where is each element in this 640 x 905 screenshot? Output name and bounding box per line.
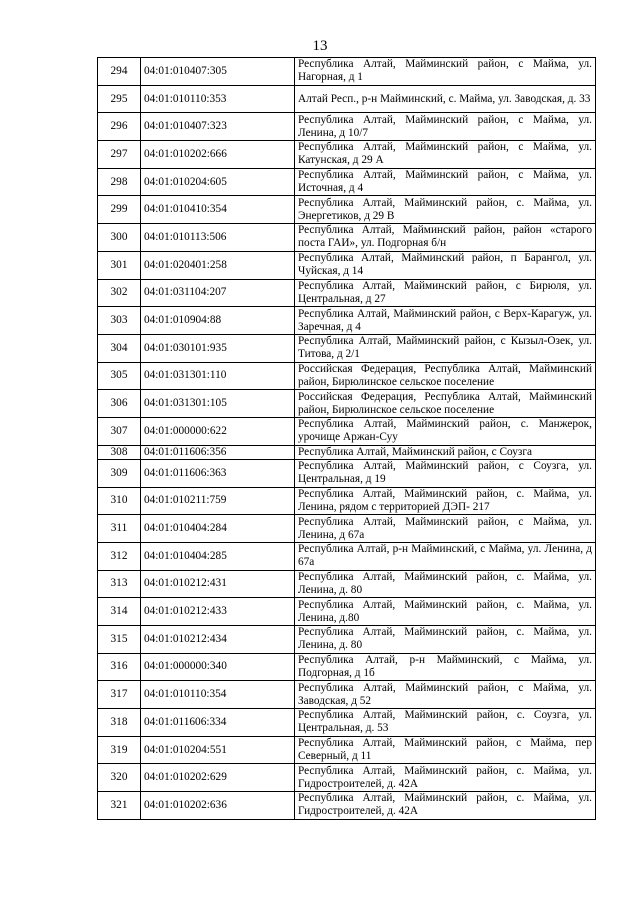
table-row [98,307,596,335]
table-row [98,736,596,764]
table-row [98,224,596,252]
address-cell: Республика Алтай, Майминский район, с. Манжерок, урочище Аржан-Суу [295,417,596,445]
table-row [98,653,596,681]
row-number-cell: 297 [98,141,141,169]
table-row [98,334,596,362]
row-number-cell: 309 [98,459,141,487]
row-number-cell: 321 [98,792,141,820]
address-cell: Республика Алтай, Майминский район, с Соузга, ул. Центральная, д 19 [295,459,596,487]
cadastral-number-cell: 04:01:010202:666 [141,141,295,169]
table-row [98,792,596,820]
row-number-cell: 296 [98,113,141,141]
table-row [98,709,596,737]
address-cell: Российская Федерация, Республика Алтай, Майминский район, Бирюлинское сельское поселение [295,362,596,390]
address-cell: Республика Алтай, Майминский район, с. Майма, ул. Ленина, д.80 [295,598,596,626]
row-number-cell: 320 [98,764,141,792]
table-row [98,515,596,543]
address-cell: Республика Алтай, Майминский район, с Майма, ул. Источная, д 4 [295,168,596,196]
row-number-cell: 317 [98,681,141,709]
address-cell: Республика Алтай, Майминский район, с Майма, ул. Ленина, д 67а [295,515,596,543]
address-cell: Республика Алтай, Майминский район, с. Майма, ул. Гидростроителей, д. 42А [295,764,596,792]
row-number-cell: 301 [98,251,141,279]
address-cell: Российская Федерация, Республика Алтай, Майминский район, Бирюлинское сельское поселение [295,390,596,418]
row-number-cell: 318 [98,709,141,737]
address-cell: Республика Алтай, Майминский район, с Майма, ул. Ленина, д 10/7 [295,113,596,141]
address-cell: Республика Алтай, Майминский район, с Майма, пер Северный, д 11 [295,736,596,764]
cadastral-number-cell: 04:01:011606:334 [141,709,295,737]
address-cell: Республика Алтай, Майминский район, с Соузга [295,445,596,459]
address-cell: Республика Алтай, Майминский район, с Верх-Карагуж, ул. Заречная, д 4 [295,307,596,335]
row-number-cell: 305 [98,362,141,390]
cadastral-number-cell: 04:01:010404:285 [141,542,295,570]
row-number-cell: 306 [98,390,141,418]
cadastral-number-cell: 04:01:010407:305 [141,58,295,86]
cadastral-registry-table [97,57,596,820]
row-number-cell: 311 [98,515,141,543]
address-cell: Республика Алтай, р-н Майминский, с Майма, ул. Подгорная, д 1б [295,653,596,681]
address-cell: Республика Алтай, Майминский район, с. Майма, ул. Энергетиков, д 29 В [295,196,596,224]
table-row [98,279,596,307]
cadastral-number-cell: 04:01:010212:431 [141,570,295,598]
row-number-cell: 313 [98,570,141,598]
row-number-cell: 319 [98,736,141,764]
cadastral-number-cell: 04:01:010407:323 [141,113,295,141]
address-cell: Республика Алтай, Майминский район, с. Майма, ул. Ленина, д. 80 [295,570,596,598]
table-row [98,625,596,653]
cadastral-number-cell: 04:01:000000:622 [141,417,295,445]
table-row [98,390,596,418]
row-number-cell: 316 [98,653,141,681]
table-row [98,459,596,487]
address-cell: Республика Алтай, Майминский район, с Майма, ул. Заводская, д 52 [295,681,596,709]
row-number-cell: 294 [98,58,141,86]
table-row [98,113,596,141]
row-number-cell: 303 [98,307,141,335]
cadastral-number-cell: 04:01:010410:354 [141,196,295,224]
cadastral-number-cell: 04:01:010211:759 [141,487,295,515]
table-row [98,141,596,169]
table-row [98,196,596,224]
table-row [98,445,596,459]
table-row [98,681,596,709]
table-row [98,85,596,113]
row-number-cell: 307 [98,417,141,445]
table-row [98,251,596,279]
address-cell: Республика Алтай, Майминский район, с Бирюля, ул. Центральная, д 27 [295,279,596,307]
table-row [98,362,596,390]
row-number-cell: 308 [98,445,141,459]
table-row [98,764,596,792]
cadastral-number-cell: 04:01:031301:105 [141,390,295,418]
registry-body [98,58,596,820]
cadastral-number-cell: 04:01:010212:433 [141,598,295,626]
address-cell: Республика Алтай, Майминский район, п Барангол, ул. Чуйская, д 14 [295,251,596,279]
address-cell: Республика Алтай, Майминский район, с. Майма, ул. Ленина, д. 80 [295,625,596,653]
address-cell: Республика Алтай, Майминский район, с Майма, ул. Катунская, д 29 А [295,141,596,169]
cadastral-number-cell: 04:01:010110:354 [141,681,295,709]
table-row [98,417,596,445]
cadastral-number-cell: 04:01:010212:434 [141,625,295,653]
row-number-cell: 304 [98,334,141,362]
cadastral-number-cell: 04:01:010113:506 [141,224,295,252]
cadastral-number-cell: 04:01:011606:356 [141,445,295,459]
address-cell: Республика Алтай, Майминский район, с. Соузга, ул. Центральная, д. 53 [295,709,596,737]
address-cell: Республика Алтай, Майминский район, с. Майма, ул. Гидростроителей, д. 42А [295,792,596,820]
table-row [98,58,596,86]
row-number-cell: 299 [98,196,141,224]
row-number-cell: 295 [98,85,141,113]
table-row [98,570,596,598]
cadastral-number-cell: 04:01:000000:340 [141,653,295,681]
table-row [98,487,596,515]
cadastral-number-cell: 04:01:011606:363 [141,459,295,487]
cadastral-number-cell: 04:01:031104:207 [141,279,295,307]
row-number-cell: 315 [98,625,141,653]
cadastral-number-cell: 04:01:010204:551 [141,736,295,764]
row-number-cell: 298 [98,168,141,196]
table-row [98,542,596,570]
row-number-cell: 310 [98,487,141,515]
cadastral-number-cell: 04:01:031301:110 [141,362,295,390]
page-number: 13 [312,38,328,54]
address-cell: Республика Алтай, Майминский район, район «старого поста ГАИ», ул. Подгорная б/н [295,224,596,252]
address-cell: Алтай Респ., р-н Майминский, с. Майма, ул. Заводская, д. 33 [295,85,596,113]
cadastral-number-cell: 04:01:010202:629 [141,764,295,792]
table-row [98,598,596,626]
row-number-cell: 314 [98,598,141,626]
cadastral-number-cell: 04:01:010204:605 [141,168,295,196]
cadastral-number-cell: 04:01:010404:284 [141,515,295,543]
cadastral-number-cell: 04:01:030101:935 [141,334,295,362]
cadastral-number-cell: 04:01:010202:636 [141,792,295,820]
cadastral-number-cell: 04:01:010110:353 [141,85,295,113]
address-cell: Республика Алтай, Майминский район, с. Майма, ул. Ленина, рядом с территорией ДЭП- 217 [295,487,596,515]
table-row [98,168,596,196]
address-cell: Республика Алтай, р-н Майминский, с Майма, ул. Ленина, д 67а [295,542,596,570]
row-number-cell: 300 [98,224,141,252]
address-cell: Республика Алтай, Майминский район, с Кызыл-Озек, ул. Титова, д 2/1 [295,334,596,362]
row-number-cell: 312 [98,542,141,570]
cadastral-number-cell: 04:01:010904:88 [141,307,295,335]
row-number-cell: 302 [98,279,141,307]
address-cell: Республика Алтай, Майминский район, с Майма, ул. Нагорная, д 1 [295,58,596,86]
cadastral-number-cell: 04:01:020401:258 [141,251,295,279]
